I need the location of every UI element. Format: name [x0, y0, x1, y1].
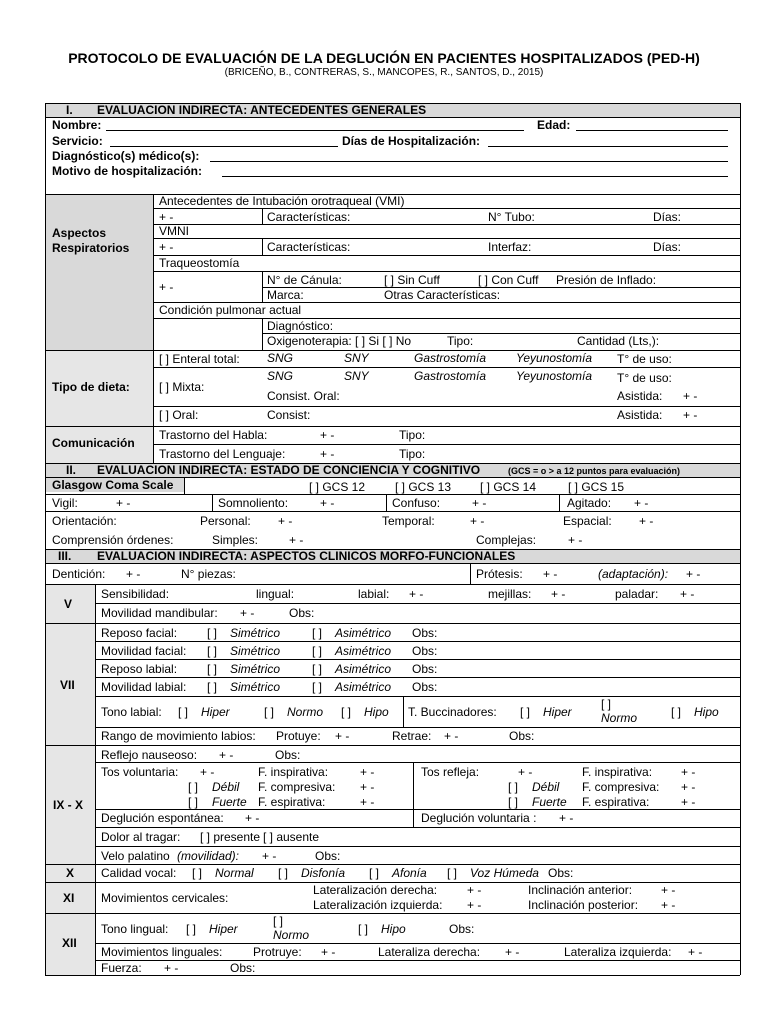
confuso-label: Confuso: [392, 496, 441, 510]
dieta-enteral-tuso: T° de uso: [617, 352, 672, 366]
dieta-oral-consist: Consist: [267, 408, 311, 422]
line [95, 641, 740, 642]
tos-voluntaria-label: Tos voluntaria: [101, 765, 179, 779]
orient-personal-label: Personal: [200, 514, 251, 528]
vmni-dias: Días: [653, 240, 682, 254]
tos-vol-debil-box[interactable]: [ ] [188, 780, 199, 794]
dieta-mixta-tuso: T° de uso: [617, 371, 672, 385]
lateraliza-der-label: Lateraliza derecha: [378, 945, 481, 959]
dieta-oral[interactable]: [ ] Oral: [159, 408, 199, 422]
mov-facial-sim: Simétrico [230, 644, 281, 658]
mov-mandibular-obs: Obs: [289, 606, 315, 620]
dolor-ausente[interactable]: [ ] ausente [263, 830, 320, 844]
line [153, 238, 740, 239]
reposo-facial-sim: Simétrico [230, 626, 281, 640]
sens-labial-pm[interactable]: + - [409, 587, 424, 601]
dieta-mixta-sng: SNG [267, 369, 294, 383]
deglucion-espontanea-pm[interactable]: + - [245, 811, 260, 825]
orient-temporal-pm[interactable]: + - [470, 514, 485, 528]
intubacion-dias: Días: [653, 210, 682, 224]
disfonia-box[interactable]: [ ] [278, 866, 289, 880]
dias-hosp-field[interactable] [488, 146, 728, 147]
tos-ref-fcomp-pm[interactable]: + - [681, 780, 696, 794]
com-label: Comunicación [52, 436, 135, 450]
lat-izquierda-label: Lateralización izquierda: [313, 898, 443, 912]
com-habla-pm[interactable]: + - [320, 428, 335, 442]
line [95, 960, 740, 961]
normal-option: Normal [215, 866, 254, 880]
line [153, 224, 740, 225]
tos-refleja-pm[interactable]: + - [518, 765, 533, 779]
line [153, 208, 740, 209]
frame-right [740, 103, 741, 975]
orient-espacial-pm[interactable]: + - [639, 514, 654, 528]
tono-labial-normo: Normo [287, 705, 324, 719]
sens-paladar-pm[interactable]: + - [680, 587, 695, 601]
mov-mandibular-pm[interactable]: + - [240, 606, 255, 620]
velo-movilidad-label: (movilidad): [177, 849, 240, 863]
dieta-mixta[interactable]: [ ] Mixta: [159, 380, 205, 394]
adaptacion-pm[interactable]: + - [686, 567, 701, 581]
somnoliento-pm[interactable]: + - [320, 496, 335, 510]
com-lenguaje: Trastorno del Lenguaje: [159, 447, 286, 461]
diagnostico-field[interactable] [210, 161, 728, 162]
bucc-normo: Normo [601, 711, 638, 725]
comp-simples-pm[interactable]: + - [289, 533, 304, 547]
calidad-vocal-obs: Obs: [548, 866, 574, 880]
mov-cervicales-label: Movimientos cervicales: [101, 891, 229, 905]
line [95, 846, 740, 847]
normal-box[interactable]: [ ] [192, 866, 203, 880]
line [45, 117, 740, 118]
traq-sin-cuff[interactable]: [ ] Sin Cuff [384, 273, 440, 287]
mov-facial-obs: Obs: [412, 644, 438, 658]
tono-labial-hipo-box[interactable]: [ ] [341, 705, 352, 719]
reflejo-nauseoso-label: Reflejo nauseoso: [101, 748, 198, 762]
dieta-mixta-pm[interactable]: + - [683, 389, 698, 403]
protesis-pm[interactable]: + - [543, 567, 558, 581]
reposo-facial-asim: Asimétrico [335, 626, 392, 640]
line [45, 745, 740, 746]
resp-label-2: Respiratorios [52, 241, 130, 255]
dieta-label: Tipo de dieta: [52, 380, 130, 394]
comp-simples-label: Simples: [212, 533, 259, 547]
line [470, 563, 471, 584]
sensibilidad-label: Sensibilidad: [101, 587, 170, 601]
traq-ncanula: N° de Cánula: [267, 273, 342, 287]
tos-ref-debil-box[interactable]: [ ] [508, 780, 519, 794]
dieta-enteral[interactable]: [ ] Enteral total: [159, 352, 240, 366]
line [153, 271, 740, 272]
reposo-labial-obs: Obs: [412, 662, 438, 676]
line [95, 584, 96, 975]
line [45, 864, 740, 865]
com-lenguaje-pm[interactable]: + - [320, 447, 335, 461]
tono-lingual-normo: Normo [273, 928, 310, 942]
line [95, 727, 740, 728]
mov-labial-label: Movilidad labial: [101, 680, 187, 694]
tono-labial-label: Tono labial: [101, 705, 162, 719]
line [403, 696, 404, 727]
gcs-15[interactable]: [ ] GCS 15 [568, 480, 625, 494]
dieta-enteral-sny: SNY [344, 351, 369, 365]
line [184, 477, 185, 494]
line [45, 426, 740, 427]
intubacion-ntubo: N° Tubo: [488, 210, 535, 224]
afonia-option: Afonía [392, 866, 427, 880]
rango-mov-label: Rango de movimiento labios: [101, 729, 256, 743]
confuso-pm[interactable]: + - [472, 496, 487, 510]
tono-lingual-hipo-box[interactable]: [ ] [358, 922, 369, 936]
section-1-number: I. [66, 103, 73, 117]
reflejo-nauseoso-pm[interactable]: + - [219, 748, 234, 762]
line [153, 194, 154, 463]
line [95, 696, 740, 697]
line [262, 318, 263, 350]
mov-facial-asim-box[interactable]: [ ] [312, 644, 323, 658]
sens-mejillas-label: mejillas: [488, 587, 532, 601]
comp-complejas-label: Complejas: [476, 533, 537, 547]
tono-lingual-normo-box[interactable]: [ ] [273, 914, 284, 928]
form-title: PROTOCOLO DE EVALUACIÓN DE LA DEGLUCIÓN EN PACIENTES HOSPITALIZADOS (PED-H) [68, 50, 700, 66]
dieta-mixta-yeyuno: Yeyunostomía [516, 369, 593, 383]
protuye-pm[interactable]: + - [335, 729, 350, 743]
mov-labial-asim: Asimétrico [335, 680, 392, 694]
tono-lingual-hipo: Hipo [381, 922, 406, 936]
line [45, 584, 740, 585]
orient-espacial-label: Espacial: [563, 514, 612, 528]
line [45, 350, 740, 351]
gcs-label: Glasgow Coma Scale [52, 478, 174, 492]
lat-derecha-label: Lateralización derecha: [313, 883, 438, 897]
protuye-label: Protuye: [276, 729, 321, 743]
traq-presion: Presión de Inflado: [556, 273, 657, 287]
denticion-label: Dentición: [52, 567, 106, 581]
fuerza-obs: Obs: [230, 961, 256, 975]
mov-labial-sim-box[interactable]: [ ] [207, 680, 218, 694]
line [212, 494, 213, 511]
vmni-title: VMNI [159, 224, 189, 238]
somnoliento-label: Somnoliento: [218, 496, 289, 510]
pulm-cantidad: Cantidad (Lts,): [577, 334, 660, 348]
reposo-labial-asim-box[interactable]: [ ] [312, 662, 323, 676]
tono-labial-hiper: Hiper [201, 705, 230, 719]
tos-vol-debil: Débil [212, 780, 240, 794]
intubacion-pm[interactable]: + - [159, 210, 174, 224]
dolor-tragar-label: Dolor al tragar: [101, 830, 181, 844]
traq-title: Traqueostomía [159, 256, 240, 270]
vmni-pm[interactable]: + - [159, 240, 174, 254]
mov-facial-label: Movilidad facial: [101, 644, 187, 658]
dias-hosp-label: Días de Hospitalización: [342, 134, 481, 148]
agitado-label: Agitado: [567, 496, 612, 510]
inc-anterior-label: Inclinación anterior: [528, 883, 633, 897]
deglucion-voluntaria-pm[interactable]: + - [559, 811, 574, 825]
intubacion-caract: Características: [267, 210, 351, 224]
tos-ref-fuerte-box[interactable]: [ ] [508, 795, 519, 809]
dieta-oral-pm[interactable]: + - [683, 408, 698, 422]
reposo-labial-sim: Simétrico [230, 662, 281, 676]
velo-pm[interactable]: + - [262, 849, 277, 863]
tos-ref-fcomp: F. compresiva: [582, 780, 660, 794]
line [262, 287, 740, 288]
line [95, 677, 740, 678]
vigil-pm[interactable]: + - [116, 496, 131, 510]
line [262, 271, 263, 302]
reposo-labial-sim-box[interactable]: [ ] [207, 662, 218, 676]
calidad-vocal-label: Calidad vocal: [101, 866, 177, 880]
comp-complejas-pm[interactable]: + - [568, 533, 583, 547]
traq-otras: Otras Características: [384, 288, 501, 302]
rango-obs: Obs: [509, 729, 535, 743]
dieta-mixta-asistida: Asistida: [617, 389, 663, 403]
xii-label: XII [62, 936, 77, 950]
agitado-pm[interactable]: + - [634, 496, 649, 510]
bucc-normo-box[interactable]: [ ] [601, 697, 612, 711]
dieta-mixta-gastro: Gastrostomía [414, 369, 487, 383]
reposo-facial-sim-box[interactable]: [ ] [207, 626, 218, 640]
line [559, 494, 560, 511]
com-lenguaje-tipo: Tipo: [399, 447, 426, 461]
dieta-mixta-consist: Consist. Oral: [267, 389, 340, 403]
lat-izquierda-pm[interactable]: + - [467, 898, 482, 912]
gcs-14[interactable]: [ ] GCS 14 [480, 480, 537, 494]
deglucion-espontanea-label: Deglución espontánea: [101, 811, 224, 825]
tono-lingual-label: Tono lingual: [101, 922, 169, 936]
dieta-enteral-gastro: Gastrostomía [414, 351, 487, 365]
resp-label-1: Aspectos [52, 226, 107, 240]
orient-temporal-label: Temporal: [382, 514, 435, 528]
frame-bottom [45, 975, 740, 976]
line [45, 563, 740, 564]
bucc-hiper-box[interactable]: [ ] [520, 705, 531, 719]
velo-obs: Obs: [315, 849, 341, 863]
reposo-facial-obs: Obs: [412, 626, 438, 640]
denticion-pm[interactable]: + - [126, 567, 141, 581]
sens-lingual-label: lingual: [256, 587, 295, 601]
dolor-presente[interactable]: [ ] presente [200, 830, 261, 844]
section-2-note: (GCS = o > a 12 puntos para evaluación) [508, 466, 681, 476]
motivo-field[interactable] [222, 176, 728, 177]
protruye-pm[interactable]: + - [321, 945, 336, 959]
traq-pm[interactable]: + - [159, 280, 174, 294]
section-2-title: EVALUACION INDIRECTA: ESTADO DE CONCIENCIA Y COGNITIVO [97, 463, 481, 477]
tono-lingual-obs: Obs: [449, 922, 475, 936]
tono-lingual-hiper: Hiper [209, 922, 238, 936]
voz-humeda-option: Voz Húmeda [470, 866, 539, 880]
tos-refleja-label: Tos refleja: [421, 765, 480, 779]
vigil-label: Vigil: [52, 496, 78, 510]
tos-vol-fcomp: F. compresiva: [258, 780, 336, 794]
tos-ref-debil: Débil [532, 780, 560, 794]
reposo-facial-label: Reposo facial: [101, 626, 178, 640]
tono-labial-hiper-box[interactable]: [ ] [178, 705, 189, 719]
line [95, 943, 740, 944]
line [262, 238, 263, 255]
section-2-number: II. [66, 463, 77, 477]
tos-vol-finsp-pm[interactable]: + - [360, 765, 375, 779]
com-habla: Trastorno del Habla: [159, 428, 268, 442]
voz-humeda-box[interactable]: [ ] [447, 866, 458, 880]
dieta-enteral-yeyuno: Yeyunostomía [516, 351, 593, 365]
reflejo-nauseoso-obs: Obs: [275, 748, 301, 762]
tono-labial-normo-box[interactable]: [ ] [264, 705, 275, 719]
line [153, 318, 740, 319]
ix-x-label: IX - X [53, 798, 84, 812]
inc-posterior-pm[interactable]: + - [661, 898, 676, 912]
line [153, 444, 740, 445]
line [413, 762, 414, 827]
retrae-label: Retrae: [392, 729, 432, 743]
vii-label: VII [60, 678, 75, 692]
gcs-13[interactable]: [ ] GCS 13 [395, 480, 452, 494]
orientacion-label: Orientación: [52, 514, 117, 528]
nombre-field[interactable] [106, 130, 524, 131]
sens-mejillas-pm[interactable]: + - [551, 587, 566, 601]
protesis-label: Prótesis: [476, 567, 523, 581]
pulm-oxi[interactable]: Oxigenoterapia: [ ] Si [ ] No [267, 334, 412, 348]
deglucion-voluntaria-label: Deglución voluntaria : [421, 811, 537, 825]
line [45, 511, 740, 512]
comprension-label: Comprensión órdenes: [52, 533, 174, 547]
line [95, 809, 740, 810]
npiezas-label: N° piezas: [181, 567, 236, 581]
vmni-caract: Características: [267, 240, 351, 254]
section-1-title: EVALUACION INDIRECTA: ANTECEDENTES GENERALES [97, 103, 427, 117]
mov-labial-asim-box[interactable]: [ ] [312, 680, 323, 694]
line [45, 913, 740, 914]
disfonia-option: Disfonía [301, 866, 346, 880]
tos-ref-fesp-pm[interactable]: + - [681, 795, 696, 809]
tos-vol-fuerte: Fuerte [212, 795, 247, 809]
inc-anterior-pm[interactable]: + - [661, 883, 676, 897]
mov-facial-sim-box[interactable]: [ ] [207, 644, 218, 658]
vmni-interfaz: Interfaz: [488, 240, 532, 254]
line [153, 406, 740, 407]
traq-con-cuff[interactable]: [ ] Con Cuff [478, 273, 539, 287]
tos-ref-fesp: F. espirativa: [582, 795, 650, 809]
line [95, 762, 740, 763]
edad-label: Edad: [537, 118, 571, 132]
orient-personal-pm[interactable]: + - [278, 514, 293, 528]
dieta-enteral-sng: SNG [267, 351, 294, 365]
tos-vol-finsp: F. inspirativa: [258, 765, 329, 779]
servicio-field[interactable] [110, 146, 338, 147]
sens-labial-label: labial: [358, 587, 390, 601]
line [262, 208, 263, 224]
lateraliza-izq-pm[interactable]: + - [688, 945, 703, 959]
bucc-hiper: Hiper [543, 705, 572, 719]
edad-field[interactable] [576, 130, 728, 131]
line [95, 659, 740, 660]
velo-palatino-label: Velo palatino [101, 849, 170, 863]
section-3-title: EVALUACION INDIRECTA: ASPECTOS CLINICOS MORFO-FUNCIONALES [97, 549, 516, 563]
gcs-12[interactable]: [ ] GCS 12 [309, 480, 366, 494]
mov-linguales-label: Movimientos linguales: [101, 945, 223, 959]
dieta-oral-asistida: Asistida: [617, 408, 663, 422]
inc-posterior-label: Inclinación posterior: [528, 898, 639, 912]
section-3-number: III. [58, 549, 72, 563]
servicio-label: Servicio: [52, 134, 103, 148]
tos-ref-fuerte: Fuerte [532, 795, 567, 809]
com-habla-tipo: Tipo: [399, 428, 426, 442]
tos-ref-finsp: F. inspirativa: [582, 765, 653, 779]
diagnostico-label: Diagnóstico(s) médico(s): [52, 149, 200, 163]
line [153, 367, 740, 368]
tos-ref-finsp-pm[interactable]: + - [681, 765, 696, 779]
tos-vol-fuerte-box[interactable]: [ ] [188, 795, 199, 809]
motivo-label: Motivo de hospitalización: [52, 164, 203, 178]
resp-label-bg [45, 194, 153, 376]
nombre-label: Nombre: [52, 118, 102, 132]
dieta-mixta-sny: SNY [344, 369, 369, 383]
fuerza-pm[interactable]: + - [164, 961, 179, 975]
bucc-hipo-box[interactable]: [ ] [671, 705, 682, 719]
line [45, 623, 740, 624]
lat-derecha-pm[interactable]: + - [467, 883, 482, 897]
pulm-diag: Diagnóstico: [267, 319, 334, 333]
line [45, 494, 740, 495]
tos-vol-fesp: F. espirativa: [258, 795, 326, 809]
line [95, 603, 740, 604]
pulm-tipo: Tipo: [447, 334, 474, 348]
pulm-title: Condición pulmonar actual [159, 303, 302, 317]
adaptacion-label: (adaptación): [598, 567, 669, 581]
afonia-box[interactable]: [ ] [369, 866, 380, 880]
protruye-label: Protruye: [253, 945, 302, 959]
line [386, 494, 387, 511]
mov-facial-asim: Asimétrico [335, 644, 392, 658]
tos-vol-fesp-pm[interactable]: + - [360, 795, 375, 809]
reposo-facial-asim-box[interactable]: [ ] [312, 626, 323, 640]
bucc-hipo: Hipo [694, 705, 719, 719]
tono-labial-hipo: Hipo [364, 705, 389, 719]
tono-lingual-hiper-box[interactable]: [ ] [186, 922, 197, 936]
traq-marca: Marca: [267, 288, 304, 302]
tos-vol-fcomp-pm[interactable]: + - [360, 780, 375, 794]
mov-labial-obs: Obs: [412, 680, 438, 694]
xi-label: XI [63, 891, 75, 905]
tos-voluntaria-pm[interactable]: + - [200, 765, 215, 779]
fuerza-label: Fuerza: [101, 961, 142, 975]
lateraliza-izq-label: Lateraliza izquierda: [564, 945, 672, 959]
lateraliza-der-pm[interactable]: + - [505, 945, 520, 959]
mov-mandibular-label: Movilidad mandibular: [101, 606, 218, 620]
sens-paladar-label: paladar: [615, 587, 659, 601]
frame-left [45, 103, 46, 975]
line [95, 827, 740, 828]
intubacion-title: Antecedentes de Intubación orotraqueal (VMI) [159, 194, 405, 208]
reposo-labial-asim: Asimétrico [335, 662, 392, 676]
form-citation: (BRICEÑO, B., CONTRERAS, S., MANCOPES, R., SANTOS, D., 2015) [224, 67, 544, 78]
mov-labial-sim: Simétrico [230, 680, 281, 694]
reposo-labial-label: Reposo labial: [101, 662, 178, 676]
v-label: V [64, 597, 73, 611]
buccinadores-label: T. Buccinadores: [408, 705, 497, 719]
line [153, 255, 740, 256]
retrae-pm[interactable]: + - [444, 729, 459, 743]
x-label: X [66, 866, 75, 880]
